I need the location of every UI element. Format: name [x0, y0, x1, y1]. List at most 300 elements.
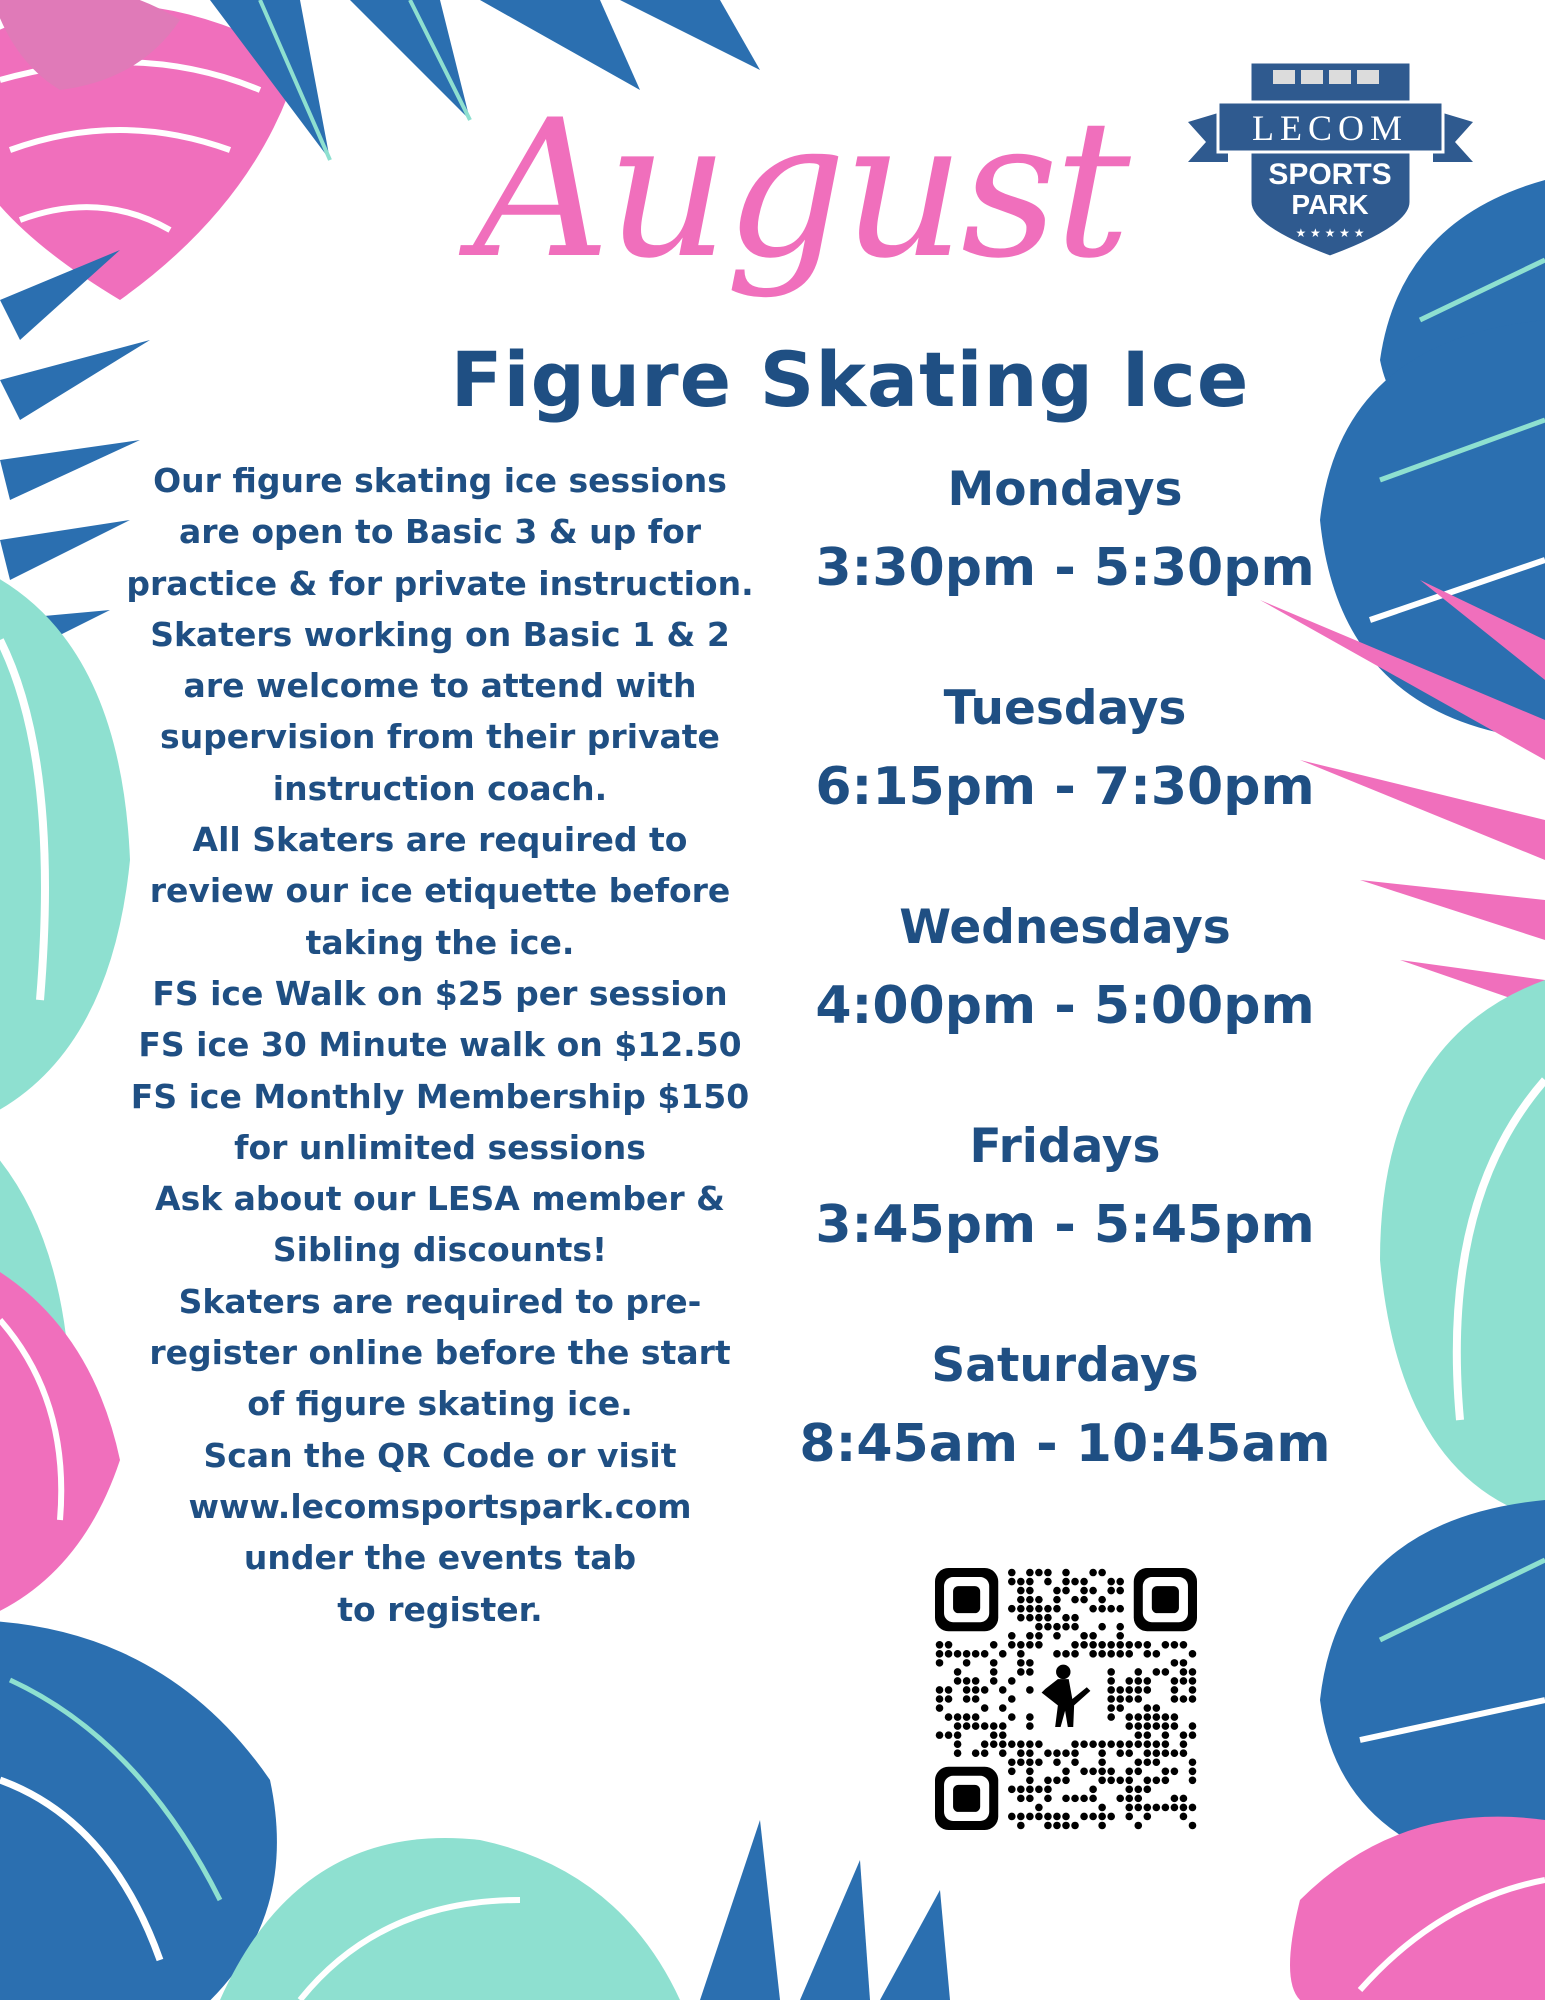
qr-module — [1044, 1569, 1052, 1577]
qr-module — [1071, 1596, 1079, 1604]
qr-module — [1189, 1650, 1197, 1658]
qr-module — [1017, 1578, 1025, 1586]
qr-module — [1144, 1650, 1152, 1658]
qr-module — [1180, 1749, 1188, 1757]
qr-module — [936, 1731, 944, 1739]
qr-module — [1044, 1605, 1052, 1613]
qr-module — [1162, 1740, 1170, 1748]
qr-module — [945, 1641, 953, 1649]
qr-module — [1035, 1758, 1043, 1766]
qr-module — [1116, 1650, 1124, 1658]
qr-module — [954, 1740, 962, 1748]
qr-module — [1134, 1786, 1142, 1794]
qr-module — [1189, 1668, 1197, 1676]
qr-module — [1189, 1695, 1197, 1703]
qr-module — [1153, 1722, 1161, 1730]
qr-module — [981, 1704, 989, 1712]
qr-module — [1026, 1758, 1034, 1766]
qr-module — [1134, 1767, 1142, 1775]
qr-module — [963, 1677, 971, 1685]
qr-module — [1144, 1641, 1152, 1649]
qr-module — [1189, 1686, 1197, 1694]
qr-module — [1026, 1749, 1034, 1757]
qr-module — [1189, 1777, 1197, 1785]
qr-module — [1134, 1677, 1142, 1685]
qr-module — [1026, 1596, 1034, 1604]
qr-module — [972, 1650, 980, 1658]
qr-module — [1144, 1713, 1152, 1721]
info-line: of figure skating ice. — [247, 1384, 633, 1424]
qr-module — [1026, 1722, 1034, 1730]
qr-module — [963, 1722, 971, 1730]
qr-module — [1017, 1641, 1025, 1649]
qr-module — [1026, 1767, 1034, 1775]
qr-module — [1044, 1795, 1052, 1803]
qr-module — [999, 1686, 1007, 1694]
qr-module — [1080, 1813, 1088, 1821]
qr-module — [1089, 1795, 1097, 1803]
qr-module — [1125, 1804, 1133, 1812]
qr-module — [1107, 1813, 1115, 1821]
qr-module — [936, 1650, 944, 1658]
qr-module — [1107, 1650, 1115, 1658]
qr-module — [954, 1722, 962, 1730]
qr-module — [1008, 1758, 1016, 1766]
qr-module — [1162, 1804, 1170, 1812]
qr-module — [1162, 1713, 1170, 1721]
info-line: Sibling discounts! — [272, 1230, 608, 1270]
qr-module — [1171, 1677, 1179, 1685]
qr-module — [1026, 1713, 1034, 1721]
info-line: Skaters working on Basic 1 & 2 — [150, 614, 730, 654]
qr-module — [1144, 1686, 1152, 1694]
qr-module — [1153, 1758, 1161, 1766]
qr-module — [1171, 1795, 1179, 1803]
qr-module — [1116, 1632, 1124, 1640]
qr-module — [1008, 1813, 1016, 1821]
qr-module — [1026, 1578, 1034, 1586]
qr-module — [1035, 1569, 1043, 1577]
qr-module — [1008, 1605, 1016, 1613]
qr-module — [1098, 1569, 1106, 1577]
qr-module — [981, 1686, 989, 1694]
qr-module — [1071, 1578, 1079, 1586]
qr-module — [1116, 1587, 1124, 1595]
qr-module — [1180, 1795, 1188, 1803]
qr-module — [990, 1659, 998, 1667]
schedule-day: Wednesdays — [899, 900, 1231, 955]
qr-module — [972, 1677, 980, 1685]
qr-module — [1116, 1777, 1124, 1785]
qr-module — [1134, 1731, 1142, 1739]
qr-module — [1134, 1686, 1142, 1694]
qr-module — [1089, 1813, 1097, 1821]
qr-module — [1035, 1605, 1043, 1613]
qr-module — [1125, 1686, 1133, 1694]
qr-module — [1144, 1722, 1152, 1730]
qr-module — [1171, 1749, 1179, 1757]
qr-module — [981, 1749, 989, 1757]
qr-module — [1134, 1822, 1142, 1830]
qr-module — [1116, 1749, 1124, 1757]
qr-module — [1080, 1587, 1088, 1595]
qr-module — [1134, 1740, 1142, 1748]
qr-module — [1144, 1731, 1152, 1739]
qr-code-icon[interactable] — [935, 1568, 1197, 1830]
qr-module — [1089, 1632, 1097, 1640]
info-line: Ask about our LESA member & — [155, 1179, 725, 1219]
schedule-item-fridays — [780, 1112, 1350, 1331]
qr-module — [963, 1695, 971, 1703]
qr-module — [1044, 1786, 1052, 1794]
qr-module — [1062, 1614, 1070, 1622]
qr-module — [1116, 1641, 1124, 1649]
qr-module — [1189, 1822, 1197, 1830]
qr-module — [1189, 1804, 1197, 1812]
qr-module — [1008, 1578, 1016, 1586]
logo-brand-top: LECOM — [1252, 108, 1408, 148]
qr-module — [999, 1704, 1007, 1712]
qr-module — [954, 1650, 962, 1658]
qr-module — [1125, 1749, 1133, 1757]
info-line: are welcome to attend with — [183, 666, 697, 706]
logo-brand-line2: PARK — [1291, 189, 1369, 220]
qr-module — [1189, 1722, 1197, 1730]
info-line: FS ice Walk on $25 per session — [152, 973, 728, 1013]
qr-module — [1180, 1659, 1188, 1667]
qr-module — [1017, 1813, 1025, 1821]
qr-module — [1017, 1786, 1025, 1794]
qr-module — [945, 1731, 953, 1739]
qr-module — [1144, 1704, 1152, 1712]
qr-module — [1098, 1596, 1106, 1604]
qr-module — [1107, 1704, 1115, 1712]
qr-module — [1162, 1731, 1170, 1739]
qr-module — [1171, 1695, 1179, 1703]
qr-module — [1026, 1777, 1034, 1785]
qr-module — [1053, 1813, 1061, 1821]
lecom-sports-park-logo — [1188, 52, 1473, 262]
qr-module — [990, 1677, 998, 1685]
qr-module — [1080, 1767, 1088, 1775]
qr-module — [1053, 1605, 1061, 1613]
info-line: to register. — [337, 1589, 543, 1629]
qr-module — [1026, 1614, 1034, 1622]
schedule-item-mondays — [780, 455, 1350, 674]
info-line: Skaters are required to pre- — [178, 1281, 702, 1321]
qr-module — [1189, 1677, 1197, 1685]
qr-module — [1008, 1767, 1016, 1775]
qr-module — [1017, 1605, 1025, 1613]
info-line: are open to Basic 3 & up for — [178, 512, 702, 552]
qr-module — [1035, 1641, 1043, 1649]
schedule-item-saturdays — [780, 1331, 1350, 1550]
qr-module — [1017, 1668, 1025, 1676]
qr-module — [945, 1650, 953, 1658]
info-line: for unlimited sessions — [234, 1127, 646, 1167]
qr-module — [1144, 1813, 1152, 1821]
qr-module — [1171, 1713, 1179, 1721]
info-line: All Skaters are required to — [192, 820, 688, 860]
qr-module — [1062, 1813, 1070, 1821]
qr-module — [1017, 1740, 1025, 1748]
qr-module — [999, 1740, 1007, 1748]
qr-module — [1144, 1786, 1152, 1794]
qr-module — [1035, 1740, 1043, 1748]
info-line: review our ice etiquette before — [149, 871, 731, 911]
qr-module — [1125, 1713, 1133, 1721]
qr-module — [1107, 1740, 1115, 1748]
qr-module — [1008, 1740, 1016, 1748]
qr-module — [1062, 1777, 1070, 1785]
qr-module — [1053, 1749, 1061, 1757]
qr-module — [1162, 1777, 1170, 1785]
qr-module — [1153, 1704, 1161, 1712]
info-line: instruction coach. — [272, 768, 608, 808]
info-line: under the events tab — [243, 1538, 637, 1578]
qr-module — [1089, 1641, 1097, 1649]
qr-module — [1017, 1822, 1025, 1830]
qr-module — [1071, 1740, 1079, 1748]
qr-module — [1071, 1822, 1079, 1830]
qr-module — [1098, 1822, 1106, 1830]
qr-module — [1017, 1596, 1025, 1604]
qr-module — [1062, 1650, 1070, 1658]
qr-module — [963, 1659, 971, 1667]
qr-module — [1180, 1695, 1188, 1703]
qr-module — [990, 1740, 998, 1748]
qr-module — [1134, 1713, 1142, 1721]
qr-module — [1026, 1605, 1034, 1613]
qr-module — [972, 1749, 980, 1757]
qr-module — [999, 1731, 1007, 1739]
info-line: taking the ice. — [305, 922, 575, 962]
qr-module — [1044, 1777, 1052, 1785]
qr-module — [1125, 1650, 1133, 1658]
qr-module — [1098, 1813, 1106, 1821]
qr-module — [972, 1686, 980, 1694]
qr-module — [1153, 1668, 1161, 1676]
qr-module — [1053, 1623, 1061, 1631]
qr-module — [1125, 1786, 1133, 1794]
qr-module — [1080, 1596, 1088, 1604]
qr-module — [1026, 1786, 1034, 1794]
qr-module — [1026, 1813, 1034, 1821]
qr-module — [1098, 1623, 1106, 1631]
qr-module — [1026, 1641, 1034, 1649]
qr-module — [1098, 1749, 1106, 1757]
qr-module — [1180, 1804, 1188, 1812]
website-link[interactable]: www.lecomsportspark.com — [188, 1486, 692, 1526]
qr-module — [1080, 1632, 1088, 1640]
qr-module — [945, 1686, 953, 1694]
qr-module — [1125, 1740, 1133, 1748]
qr-module — [999, 1650, 1007, 1658]
qr-module — [1134, 1758, 1142, 1766]
qr-module — [954, 1731, 962, 1739]
qr-module — [1180, 1641, 1188, 1649]
qr-module — [1071, 1614, 1079, 1622]
qr-module — [1062, 1767, 1070, 1775]
qr-module — [1026, 1659, 1034, 1667]
qr-module — [1180, 1813, 1188, 1821]
qr-module — [1035, 1786, 1043, 1794]
qr-module — [1044, 1749, 1052, 1757]
schedule-list — [780, 455, 1350, 1550]
qr-module — [1026, 1632, 1034, 1640]
qr-module — [1107, 1767, 1115, 1775]
qr-module — [954, 1677, 962, 1685]
qr-module — [981, 1740, 989, 1748]
qr-module — [1098, 1605, 1106, 1613]
qr-module — [1062, 1587, 1070, 1595]
qr-module — [1080, 1641, 1088, 1649]
qr-module — [1053, 1632, 1061, 1640]
qr-module — [981, 1650, 989, 1658]
qr-module — [981, 1722, 989, 1730]
qr-module — [1089, 1786, 1097, 1794]
qr-module — [1107, 1641, 1115, 1649]
qr-module — [972, 1722, 980, 1730]
schedule-time: 8:45am - 10:45am — [799, 1414, 1331, 1474]
qr-module — [1116, 1623, 1124, 1631]
schedule-time: 6:15pm - 7:30pm — [815, 757, 1315, 817]
qr-module — [936, 1704, 944, 1712]
qr-module — [1125, 1695, 1133, 1703]
qr-module — [1134, 1668, 1142, 1676]
qr-module — [963, 1686, 971, 1694]
qr-module — [1008, 1569, 1016, 1577]
qr-module — [1053, 1596, 1061, 1604]
qr-module — [1144, 1749, 1152, 1757]
qr-module — [936, 1686, 944, 1694]
qr-module — [1153, 1740, 1161, 1748]
qr-module — [1017, 1758, 1025, 1766]
qr-module — [1008, 1677, 1016, 1685]
qr-module — [936, 1659, 944, 1667]
qr-module — [1035, 1614, 1043, 1622]
qr-module — [1153, 1804, 1161, 1812]
qr-module — [1189, 1731, 1197, 1739]
qr-module — [963, 1713, 971, 1721]
qr-module — [1116, 1704, 1124, 1712]
qr-module — [1125, 1677, 1133, 1685]
qr-module — [1071, 1749, 1079, 1757]
qr-module — [990, 1722, 998, 1730]
qr-module — [1153, 1650, 1161, 1658]
qr-module — [1044, 1623, 1052, 1631]
qr-module — [1017, 1614, 1025, 1622]
qr-module — [1171, 1641, 1179, 1649]
qr-module — [990, 1731, 998, 1739]
qr-module — [1071, 1758, 1079, 1766]
qr-module — [1026, 1686, 1034, 1694]
qr-module — [999, 1749, 1007, 1757]
qr-module — [1144, 1758, 1152, 1766]
qr-module — [1053, 1587, 1061, 1595]
qr-module — [1162, 1767, 1170, 1775]
qr-module — [1017, 1659, 1025, 1667]
qr-module — [1071, 1795, 1079, 1803]
qr-module — [1017, 1650, 1025, 1658]
qr-module — [1062, 1749, 1070, 1757]
qr-module — [1171, 1659, 1179, 1667]
info-line: practice & for private instruction. — [126, 563, 754, 603]
schedule-day: Fridays — [969, 1119, 1161, 1174]
qr-module — [1144, 1777, 1152, 1785]
qr-module — [1171, 1804, 1179, 1812]
qr-module — [1089, 1605, 1097, 1613]
qr-module — [1053, 1650, 1061, 1658]
qr-module — [1026, 1668, 1034, 1676]
qr-module — [1044, 1822, 1052, 1830]
qr-module — [1125, 1813, 1133, 1821]
qr-module — [1180, 1731, 1188, 1739]
qr-module — [1044, 1614, 1052, 1622]
schedule-time: 3:45pm - 5:45pm — [815, 1195, 1315, 1255]
qr-module — [1089, 1767, 1097, 1775]
qr-module — [1053, 1777, 1061, 1785]
schedule-day: Mondays — [947, 462, 1183, 517]
qr-module — [1035, 1813, 1043, 1821]
qr-module — [1008, 1695, 1016, 1703]
qr-module — [954, 1749, 962, 1757]
qr-module — [954, 1713, 962, 1721]
qr-module — [1017, 1587, 1025, 1595]
qr-module — [1089, 1650, 1097, 1658]
qr-module — [1089, 1569, 1097, 1577]
qr-module — [1017, 1795, 1025, 1803]
qr-module — [1098, 1804, 1106, 1812]
qr-module — [1008, 1713, 1016, 1721]
qr-module — [1134, 1641, 1142, 1649]
logo-brand-line1: SPORTS — [1268, 158, 1392, 191]
info-line: FS ice Monthly Membership $150 — [130, 1076, 750, 1116]
schedule-time: 4:00pm - 5:00pm — [815, 976, 1315, 1036]
qr-module — [1062, 1795, 1070, 1803]
month-title: August — [473, 79, 1127, 300]
qr-module — [1134, 1722, 1142, 1730]
qr-module — [1125, 1777, 1133, 1785]
qr-module — [1125, 1641, 1133, 1649]
qr-module — [1062, 1822, 1070, 1830]
qr-module — [1098, 1758, 1106, 1766]
qr-module — [1098, 1777, 1106, 1785]
info-line: register online before the start — [149, 1333, 731, 1373]
qr-module — [1116, 1578, 1124, 1586]
qr-module — [1189, 1758, 1197, 1766]
qr-module — [1080, 1740, 1088, 1748]
qr-module — [1044, 1813, 1052, 1821]
qr-module — [1089, 1587, 1097, 1595]
qr-module — [945, 1713, 953, 1721]
qr-module — [1116, 1695, 1124, 1703]
schedule-item-wednesdays — [780, 893, 1350, 1112]
info-line: supervision from their private — [160, 717, 720, 757]
qr-module — [1062, 1569, 1070, 1577]
qr-module — [1089, 1740, 1097, 1748]
qr-module — [1134, 1804, 1142, 1812]
qr-module — [990, 1668, 998, 1676]
qr-module — [1044, 1578, 1052, 1586]
qr-module — [1162, 1749, 1170, 1757]
qr-module — [1144, 1740, 1152, 1748]
qr-module — [1162, 1668, 1170, 1676]
qr-module — [963, 1650, 971, 1658]
qr-module — [1107, 1713, 1115, 1721]
schedule-day: Saturdays — [931, 1338, 1199, 1393]
info-line: Our figure skating ice sessions — [153, 461, 727, 500]
